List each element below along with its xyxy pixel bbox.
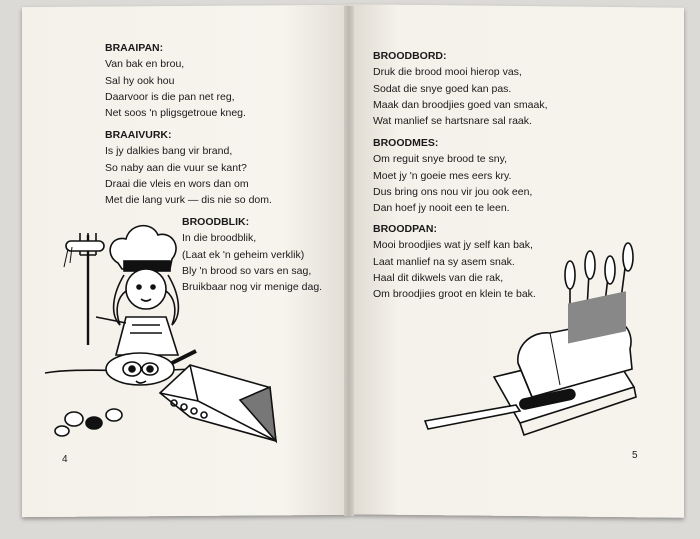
poem-line: So naby aan die vuur se kant? <box>105 161 247 174</box>
poem-line: Bly 'n brood so vars en sag, <box>182 264 312 277</box>
poem-line: Bruikbaar nog vir menige dag. <box>182 281 323 294</box>
poem-line: Daarvoor is die pan net reg, <box>105 90 235 103</box>
poem-broodbord <box>373 48 548 129</box>
poem-line: (Laat ek 'n geheim verklik) <box>182 248 305 261</box>
poem-title: BROODBORD: <box>373 50 447 62</box>
poem-line: Dan hoef jy nooit een te leen. <box>373 202 510 215</box>
poem-broodmes <box>373 135 532 216</box>
poem-line: Moet jy 'n goeie mes eers kry. <box>373 169 512 182</box>
poem-line: Druk die brood mooi hierop vas, <box>373 66 522 79</box>
poem-line: Laat manlief na sy asem snak. <box>373 255 515 268</box>
poem-line: Haal dit dikwels van die rak, <box>373 271 504 284</box>
poem-title: BROODMES: <box>373 137 439 149</box>
poem-line: Sal hy ook hou <box>105 74 175 87</box>
poem-line: Dus bring ons nou vir jou ook een, <box>373 185 533 198</box>
poem-line: Maak dan broodjies goed van smaak, <box>373 98 548 111</box>
poem-line: Sodat die snye goed kan pas. <box>373 82 512 95</box>
poem-line: Net soos 'n pligsgetroue kneg. <box>105 107 246 120</box>
poem-line: Om reguit snye brood te sny, <box>373 153 508 166</box>
poem-title: BRAAIVURK: <box>105 129 172 141</box>
poem-line: Wat manlief se hartsnare sal raak. <box>373 115 532 128</box>
poem-title: BRAAIPAN: <box>105 42 164 54</box>
book-spine <box>344 6 354 516</box>
poem-braaipan <box>105 40 246 121</box>
page-number-left: 4 <box>62 454 68 465</box>
poem-line: Van bak en brou, <box>105 58 185 71</box>
bread-and-wheat-illustration <box>420 235 670 445</box>
page-number-right: 5 <box>632 450 638 461</box>
poem-line: Draai die vleis en wors dan om <box>105 177 249 190</box>
poem-line: Met die lang vurk — dis nie so dom. <box>105 194 272 207</box>
poem-line: Om broodjies groot en klein te bak. <box>373 288 536 301</box>
poem-title: BROODPAN: <box>373 223 437 235</box>
chef-girl-cooking-illustration <box>40 205 300 445</box>
poem-line: In die broodblik, <box>182 232 257 245</box>
poem-title: BROODBLIK: <box>182 216 250 228</box>
poem-line: Mooi broodjies wat jy self kan bak, <box>373 239 533 252</box>
poem-line: Is jy dalkies bang vir brand, <box>105 145 233 158</box>
poem-braaivurk <box>105 127 272 208</box>
